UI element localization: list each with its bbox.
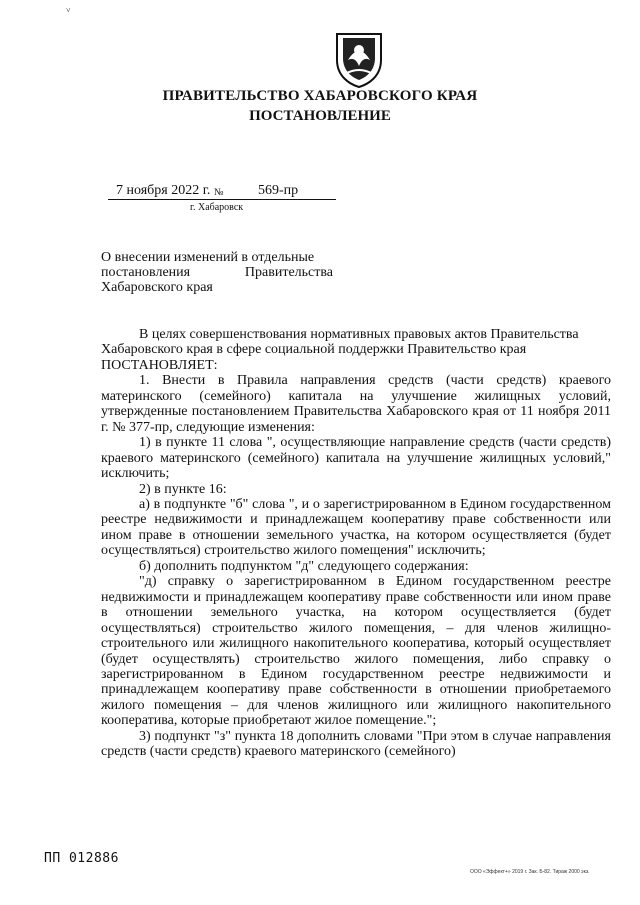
document-date: 7 ноября 2022 г. — [116, 183, 211, 198]
document-subject — [101, 250, 333, 295]
document-city: г. Хабаровск — [190, 202, 244, 213]
body-paragraph: В целях совершенствования нормативных правовых актов Правительства — [139, 327, 579, 342]
body-paragraph: 3) подпункт "з" пункта 18 дополнить словами "При этом в случае направления средств (части средств) краевого материнского (семейного) — [101, 728, 611, 760]
date-number-line — [108, 183, 336, 200]
body-paragraph: 1) в пункте 11 слова ", осуществляющие направление средств (части средств) краевого материнского (семейного) капитала на улучшение жилищных условий," исключить; — [101, 435, 611, 482]
number-sign: № — [214, 187, 224, 198]
subject-line: постановления Правительства — [101, 265, 333, 280]
body-paragraph: 2) в пункте 16: — [139, 481, 227, 497]
document-body — [101, 327, 611, 760]
document-type: ПОСТАНОВЛЕНИЕ — [249, 108, 391, 124]
body-paragraph: "д) справку о зарегистрированном в Едином государственном реестре недвижимости и принадлежащем кооперативу праве собственности или ином праве в отношении земельного участка, на котором осуществляется (будет осуществляться) строительство жилого помещения, – для членов жилищно-строительного или жилищного накопительного кооператива, который осуществляет (будет осуществлять) строительство жилого помещения, либо справку о зарегистрированном в Едином государственном реестре недвижимости и принадлежащем кооперативу праве собственности в отношении приобретаемого жилого помещения – для членов жилищного или жилищного накопительного кооператива, которые приобретают жилое помещение."; — [101, 574, 611, 729]
printer-imprint: ООО «Эффект+» 2019 г. Зак. Б-82. Тираж 2000 экз. — [470, 869, 590, 875]
body-paragraph: б) дополнить подпунктом "д" следующего содержания: — [139, 558, 469, 574]
body-paragraph: 1. Внести в Правила направления средств (части средств) краевого материнского (семейного) капитала на улучшение жилищных условий, утвержденные постановлением Правительства Хабаровского края от 11 ноября 2011 г. № 377-пр, следующие изменения: — [101, 373, 611, 435]
scan-mark: ˅ — [66, 6, 71, 15]
government-title: ПРАВИТЕЛЬСТВО ХАБАРОВСКОГО КРАЯ — [162, 88, 478, 104]
body-paragraph: ПОСТАНОВЛЯЕТ: — [101, 357, 218, 373]
document-number: 569-пр — [258, 183, 299, 198]
form-serial-stamp: ПП 012886 — [44, 851, 119, 866]
khabarovsk-coat-of-arms-icon — [333, 30, 385, 88]
body-paragraph: а) в подпункте "б" слова ", и о зарегистрированном в Едином государственном реестре недвижимости и принадлежащем кооперативу праве собственности или ином праве в отношении земельного участка, на котором осуществляется (будет осуществляться) строительство жилого помещения" исключить; — [101, 496, 611, 559]
subject-line: О внесении изменений в отдельные — [101, 250, 315, 265]
body-paragraph: Хабаровского края в сфере социальной поддержки Правительство края — [101, 342, 527, 358]
subject-line: Хабаровского края — [101, 280, 213, 295]
